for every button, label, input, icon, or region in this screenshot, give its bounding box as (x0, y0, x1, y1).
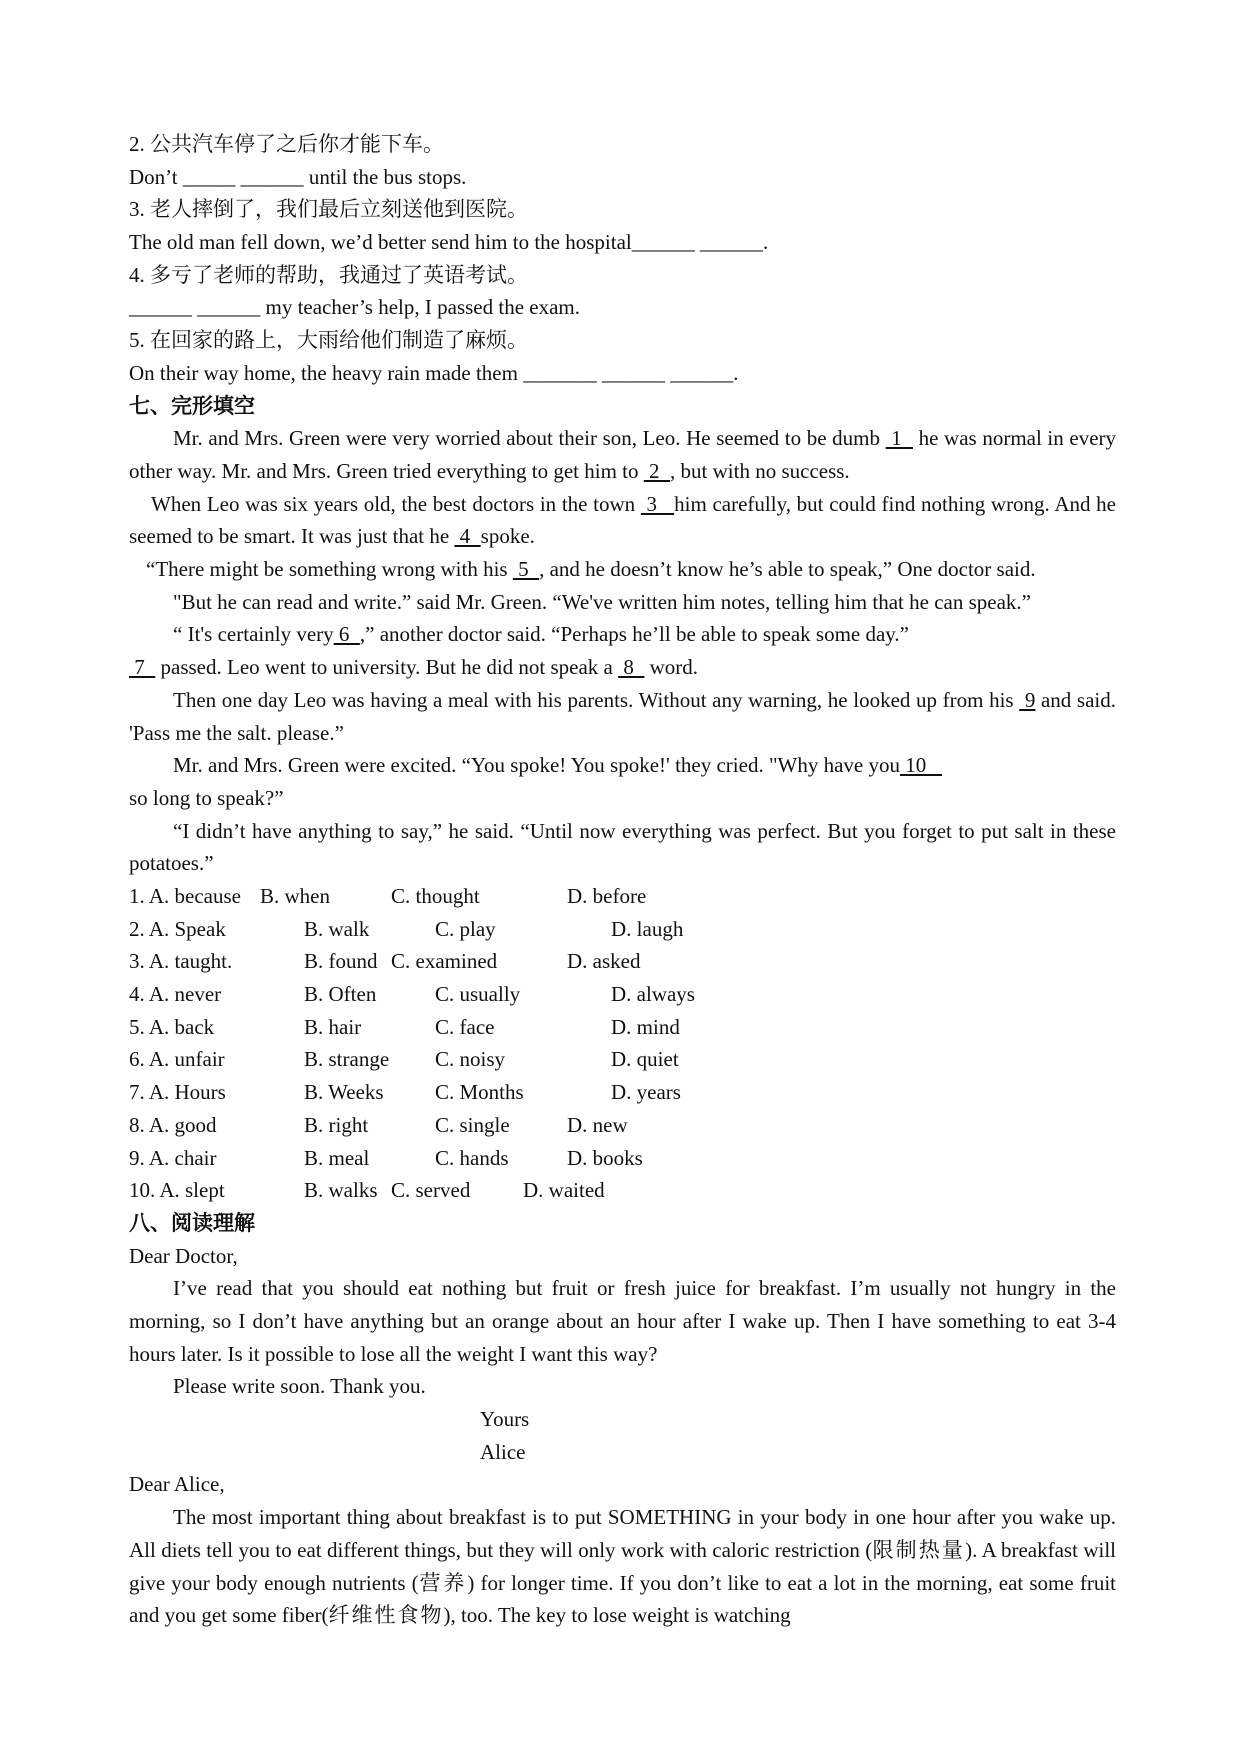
option-row-7 (129, 1076, 1116, 1109)
letter-greeting-alice: Dear Alice, (129, 1472, 225, 1497)
option-d: D. quiet (611, 1047, 679, 1072)
option-d: D. new (567, 1112, 628, 1137)
translation-item-3-en: The old man fell down, we’d better send him to the hospital______ ______. (129, 230, 769, 255)
cloze-text: so long to speak?” (129, 785, 284, 810)
option-b: B. walks (304, 1178, 378, 1203)
reading-heading: 八、阅读理解 (129, 1210, 255, 1235)
translation-item-5-en: On their way home, the heavy rain made them _______ ______ ______. (129, 360, 739, 385)
cloze-blank-3: 3 (640, 491, 675, 516)
option-row-10 (129, 1174, 1116, 1207)
option-b: B. hair (304, 1014, 362, 1039)
reply-text: ) for longer time. If you don’t like to eat a lot in the morning, eat some fruit and you get some fiber( (129, 1570, 1116, 1628)
option-a: 8. A. good (129, 1112, 217, 1137)
cloze-text: When Leo was six years old, the best doctors in the town (151, 491, 641, 516)
option-c: C. thought (391, 884, 480, 909)
cloze-paragraph-9: “I didn’t have anything to say,” he said. “Until now everything was perfect. But you forget to put salt in these potatoes.” (129, 818, 1116, 876)
cloze-heading: 七、完形填空 (129, 393, 255, 418)
option-c: C. Months (435, 1080, 524, 1105)
option-row-4 (129, 978, 1116, 1011)
option-b: B. meal (304, 1145, 370, 1170)
option-c: C. examined (391, 949, 498, 974)
option-d: D. asked (567, 949, 641, 974)
cloze-text: “ It's certainly very (173, 622, 334, 647)
translation-item-4-en: ______ ______ my teacher’s help, I passed the exam. (129, 295, 580, 320)
option-a: 9. A. chair (129, 1145, 217, 1170)
cloze-text: Then one day Leo was having a meal with his parents. Without any warning, he looked up from his (173, 687, 1020, 712)
option-a: 1. A. because (129, 884, 241, 909)
translation-item-5-cn: 5. 在回家的路上，大雨给他们制造了麻烦。 (129, 328, 528, 353)
translation-item-2-en: Don’t _____ ______ until the bus stops. (129, 164, 467, 189)
reply-text: The most important thing about breakfast is to put SOMETHING in your body in one hour after you wake up. All diets tell you to eat different things, but they will only work with caloric restriction ( (129, 1505, 1116, 1562)
option-b: B. found (304, 949, 378, 974)
letter-closing: Please write soon. Thank you. (173, 1374, 426, 1399)
cloze-blank-10: 10 (899, 753, 942, 778)
reply-text: ), too. The key to lose weight is watching (443, 1603, 791, 1628)
option-c: C. usually (435, 982, 521, 1007)
cloze-blank-7: 7 (129, 655, 156, 680)
option-a: 7. A. Hours (129, 1080, 226, 1105)
cloze-text: Mr. and Mrs. Green were excited. “You spoke! You spoke!' they cried. "Why have you (173, 753, 900, 778)
option-d: D. books (567, 1145, 643, 1170)
reply-gloss: 营养 (418, 1570, 468, 1595)
reply-body (129, 1501, 1116, 1632)
option-b: B. Weeks (304, 1080, 384, 1105)
option-c: C. served (391, 1178, 471, 1203)
option-d: D. always (611, 982, 695, 1007)
cloze-paragraph-4: "But he can read and write.” said Mr. Green. “We've written him notes, telling him that he can speak.” (173, 589, 1031, 614)
cloze-paragraph-2 (129, 488, 1116, 553)
cloze-blank-9: 9 (1019, 687, 1036, 712)
cloze-options (129, 880, 1116, 1207)
option-c: C. play (435, 916, 496, 941)
option-a: 6. A. unfair (129, 1047, 225, 1072)
letter-greeting-doctor: Dear Doctor, (129, 1243, 238, 1268)
translation-section (129, 128, 1116, 390)
cloze-text: passed. Leo went to university. But he did not speak a (155, 655, 619, 680)
cloze-paragraph-3 (129, 553, 1116, 586)
translation-item-4-cn: 4. 多亏了老师的帮助，我通过了英语考试。 (129, 262, 528, 287)
option-row-9 (129, 1142, 1116, 1175)
option-d: D. years (611, 1080, 681, 1105)
letter-signature: Alice (480, 1439, 526, 1464)
option-b: B. Often (304, 982, 377, 1007)
option-row-8 (129, 1109, 1116, 1142)
option-b: B. right (304, 1112, 369, 1137)
option-b: B. when (260, 884, 330, 909)
cloze-text: him carefully, but could find nothing wrong. And he seemed to be smart. It was just that he (129, 491, 1117, 549)
translation-item-2-cn: 2. 公共汽车停了之后你才能下车。 (129, 132, 444, 156)
cloze-text: “There might be something wrong with his (146, 557, 513, 581)
option-a: 2. A. Speak (129, 916, 226, 941)
option-a: 5. A. back (129, 1014, 215, 1039)
cloze-paragraph-7 (129, 684, 1116, 749)
cloze-text: , and he doesn’t know he’s able to speak,” One doctor said. (539, 557, 1036, 581)
cloze-blank-4: 4 (454, 524, 481, 549)
option-a: 10. A. slept (129, 1178, 225, 1203)
option-row-6 (129, 1043, 1116, 1076)
cloze-text: ,” another doctor said. “Perhaps he’ll be able to speak some day.” (359, 622, 909, 647)
cloze-blank-1: 1 (885, 426, 913, 451)
option-c: C. single (435, 1112, 510, 1137)
cloze-paragraph-5 (129, 618, 1116, 651)
cloze-blank-8: 8 (618, 655, 645, 680)
cloze-blank-5: 5 (512, 557, 540, 581)
cloze-text: he was normal in every other way. Mr. and Mrs. Green tried everything to get him to (129, 426, 1117, 483)
reply-text: ). A breakfast will give your body enough nutrients ( (129, 1537, 1116, 1595)
option-c: C. noisy (435, 1047, 506, 1072)
option-a: 3. A. taught. (129, 949, 233, 974)
cloze-text: Mr. and Mrs. Green were very worried about their son, Leo. He seemed to be dumb (173, 426, 886, 451)
option-c: C. face (435, 1014, 495, 1039)
option-row-2 (129, 913, 1116, 946)
letter-signoff: Yours (480, 1407, 530, 1432)
letter-body-alice: I’ve read that you should eat nothing but fruit or fresh juice for breakfast. I’m usually not hungry in the morning, so I don’t have anything but an orange about an hour after I wake up. Then I have something to eat 3-4 hours later. Is it possible to lose all the weight I want this way? (129, 1276, 1116, 1366)
exam-page (129, 128, 1116, 1632)
option-row-1 (129, 880, 1116, 913)
cloze-text: spoke. (480, 524, 535, 549)
option-d: D. waited (523, 1178, 605, 1203)
option-d: D. laugh (611, 916, 684, 941)
translation-item-3-cn: 3. 老人摔倒了，我们最后立刻送他到医院。 (129, 197, 528, 222)
cloze-paragraph-6 (129, 651, 1116, 684)
cloze-blank-6: 6 (333, 622, 360, 647)
reply-gloss: 限制热量 (872, 1537, 966, 1562)
cloze-blank-2: 2 (643, 458, 671, 483)
option-d: D. mind (611, 1014, 680, 1039)
option-b: B. walk (304, 916, 370, 941)
reply-gloss: 纤维性食物 (328, 1603, 444, 1628)
option-c: C. hands (435, 1145, 509, 1170)
option-a: 4. A. never (129, 982, 222, 1007)
cloze-text: word. (644, 655, 699, 680)
cloze-text: , but with no success. (670, 458, 850, 483)
option-d: D. before (567, 884, 647, 909)
cloze-text: and said. 'Pass me the salt. please.” (129, 687, 1116, 745)
cloze-paragraph-8 (129, 749, 1116, 814)
option-b: B. strange (304, 1047, 390, 1072)
cloze-paragraph-1 (129, 422, 1116, 487)
option-row-5 (129, 1011, 1116, 1044)
option-row-3 (129, 945, 1116, 978)
